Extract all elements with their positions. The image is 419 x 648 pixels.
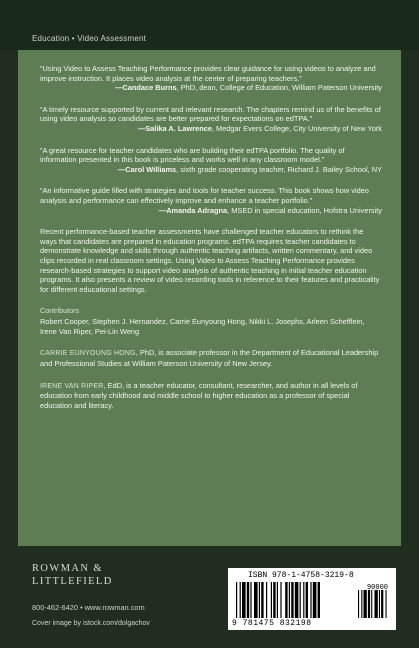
- author-bio: [40, 381, 382, 411]
- author-bio-text: , EdD, is a teacher educator, consultant, researcher, and author in all levels of education from early childhood and middle school to higher education as a professor of special education and literacy.: [40, 380, 358, 410]
- publisher-logo: [32, 563, 113, 587]
- quote-text: “A timely resource supported by current and relevant research. The chapters remind us of the benefits of using video analysis so candidates are better prepared for expectations on edTPA.”: [40, 104, 381, 124]
- quote-attribution: [40, 83, 382, 93]
- author-bio: [40, 348, 382, 368]
- quote-author: —Salika A. Lawrence: [137, 123, 212, 133]
- publisher-name-line2: LITTLEFIELD: [32, 576, 113, 587]
- cover-credit: Cover image by istock.com/dolgachov: [32, 620, 150, 627]
- contributors-list: Robert Cooper, Stephen J. Hernandez, Carrie Eunyoung Hong, Nikki L. Josephs, Arleen Schefflein, Irene Van Riper, Pei-Lin Weng: [40, 317, 365, 336]
- content-inner: [40, 64, 382, 422]
- book-description: Recent performance-based teacher assessments have challenged teacher educators to rethink the ways that candidates are prepared in education programs. edTPA requires teacher candidates to demonstrate knowledge and skills through authentic teaching artifacts, written commentary, and video clips recorded in real classroom settings. Using Video to Assess Teaching Performance provides research-based strategies to support video analysis of authentic teaching in initial teacher education programs. It also presents a review of video recording tools in reference to their features and practicality for different educational settings.: [40, 227, 380, 294]
- isbn-text: ISBN 978-1-4758-3219-8: [248, 571, 354, 580]
- endorsement-quote: [40, 146, 382, 175]
- author-bio-text: , PhD, is associate professor in the Department of Educational Leadership and Professional Studies at William Paterson University of New Jersey.: [40, 348, 379, 369]
- endorsement-quote: [40, 186, 382, 215]
- author-name: IRENE VAN RIPER: [40, 382, 104, 390]
- barcode-box: [228, 568, 396, 630]
- publisher-name-line1: ROWMAN &: [32, 563, 103, 574]
- quote-attribution: [40, 165, 382, 175]
- endorsement-quote: [40, 105, 382, 134]
- author-name: CARRIE EUNYOUNG HONG: [40, 350, 136, 358]
- quote-author: —Carol Williams: [117, 164, 177, 174]
- quote-author: —Amanda Adragna: [158, 205, 228, 215]
- quote-role: , MSED in special education, Hofstra University: [227, 205, 382, 215]
- publisher-contact: 800-462-6420 • www.rowman.com: [32, 603, 145, 612]
- barcode-number: 9 781475 832198: [232, 619, 312, 628]
- price-code: 90000: [366, 584, 388, 592]
- quote-role: , sixth grade cooperating teacher, Richard J. Bailey School, NY: [176, 164, 382, 174]
- quote-role: , PhD, dean, College of Education, William Paterson University: [176, 83, 382, 93]
- quote-attribution: [40, 124, 382, 134]
- quote-role: , Medgar Evers College, City University of New York: [211, 123, 382, 133]
- quote-text: “An informative guide filled with strategies and tools for teacher success. This book shows how video analysis and performance can effectively improve and enhance a teacher portfolio.”: [40, 186, 369, 205]
- endorsement-quote: [40, 64, 382, 93]
- content-panel: [18, 50, 401, 546]
- quote-author: —Candace Burns: [115, 83, 177, 93]
- quote-text: “A great resource for teacher candidates who are building their edTPA portfolio. The quality of information presented in this book is priceless and works well in any classroom model.”: [40, 145, 345, 165]
- quote-text: “Using Video to Assess Teaching Performance provides clear guidance for using videos to analyze and improve instruction. It places video analysis at the center of preparing teachers.”: [40, 64, 376, 83]
- category-label: Education • Video Assessment: [32, 34, 147, 43]
- contributors-label: Contributors: [40, 306, 80, 316]
- quote-attribution: [40, 206, 382, 216]
